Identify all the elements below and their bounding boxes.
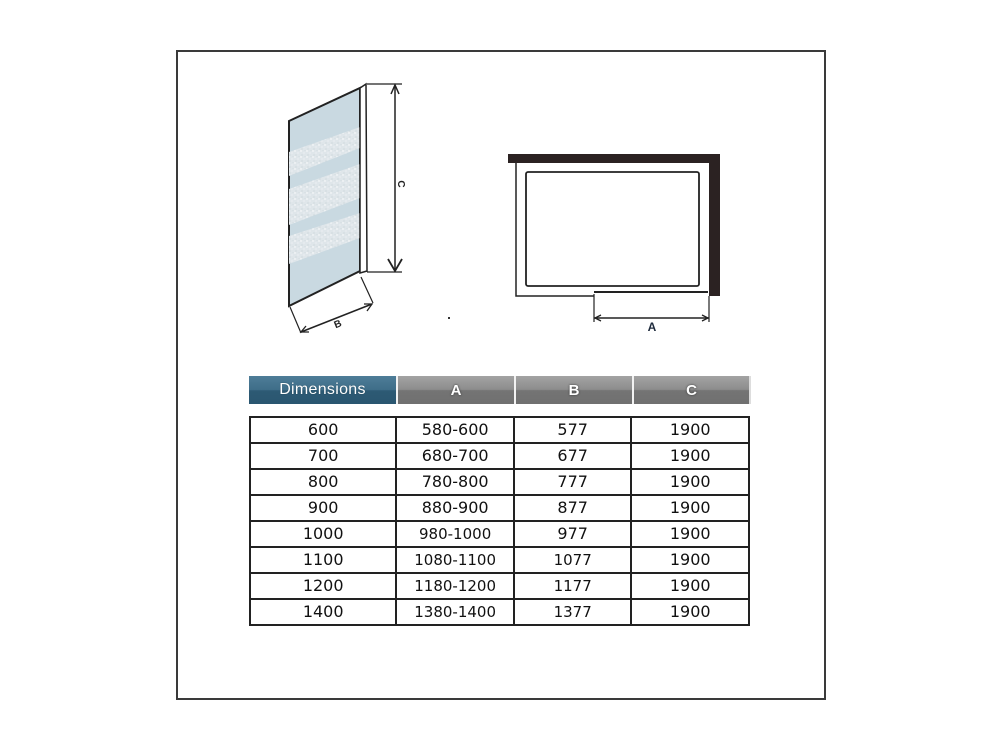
cell-c: 1900 <box>631 547 749 573</box>
cell-dimension: 800 <box>250 469 396 495</box>
cell-b: 577 <box>514 417 632 443</box>
cell-c: 1900 <box>631 495 749 521</box>
table-row <box>250 573 749 599</box>
back-wall <box>508 154 720 163</box>
cell-c: 1900 <box>631 573 749 599</box>
stray-dot <box>448 317 450 319</box>
table-header <box>249 376 751 404</box>
table-row <box>250 599 749 625</box>
label-b: B <box>332 318 344 332</box>
cell-dimension: 1200 <box>250 573 396 599</box>
cell-b: 877 <box>514 495 632 521</box>
cell-a: 880-900 <box>396 495 514 521</box>
cell-b: 777 <box>514 469 632 495</box>
glass-panel-side-view <box>289 84 402 333</box>
cell-dimension: 700 <box>250 443 396 469</box>
cell-a: 780-800 <box>396 469 514 495</box>
cell-a: 1380-1400 <box>396 599 514 625</box>
table-row <box>250 469 749 495</box>
cell-c: 1900 <box>631 599 749 625</box>
cell-b: 1377 <box>514 599 632 625</box>
table-row <box>250 443 749 469</box>
label-a: A <box>647 320 657 334</box>
cell-b: 977 <box>514 521 632 547</box>
header-b: B <box>514 376 632 404</box>
cell-b: 1077 <box>514 547 632 573</box>
dimensions-table <box>249 416 750 626</box>
header-a: A <box>396 376 514 404</box>
cell-dimension: 1400 <box>250 599 396 625</box>
cell-a: 580-600 <box>396 417 514 443</box>
cell-dimension: 600 <box>250 417 396 443</box>
cell-dimension: 1000 <box>250 521 396 547</box>
cell-dimension: 1100 <box>250 547 396 573</box>
label-c: C <box>395 180 406 188</box>
shower-top-view <box>508 154 720 322</box>
cell-a: 680-700 <box>396 443 514 469</box>
table-row <box>250 417 749 443</box>
shower-tray <box>526 172 699 286</box>
cell-a: 1180-1200 <box>396 573 514 599</box>
cell-a: 980-1000 <box>396 521 514 547</box>
cell-dimension: 900 <box>250 495 396 521</box>
header-c: C <box>632 376 751 404</box>
table-row <box>250 547 749 573</box>
cell-a: 1080-1100 <box>396 547 514 573</box>
cell-c: 1900 <box>631 469 749 495</box>
table-row <box>250 495 749 521</box>
cell-c: 1900 <box>631 521 749 547</box>
side-wall <box>709 154 720 296</box>
header-dimensions: Dimensions <box>249 376 396 404</box>
cell-b: 1177 <box>514 573 632 599</box>
cell-c: 1900 <box>631 417 749 443</box>
cell-b: 677 <box>514 443 632 469</box>
wall-profile <box>360 84 367 273</box>
table-row <box>250 521 749 547</box>
cell-c: 1900 <box>631 443 749 469</box>
